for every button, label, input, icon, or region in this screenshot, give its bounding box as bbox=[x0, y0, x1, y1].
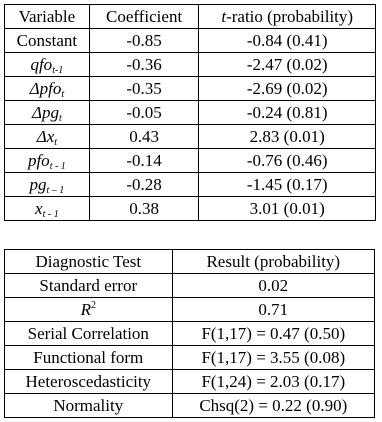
variable-cell bbox=[5, 77, 90, 101]
header-coefficient: Coefficient bbox=[89, 5, 199, 29]
variable-name: pfo bbox=[27, 150, 50, 170]
table-row bbox=[5, 53, 376, 77]
coefficients-table bbox=[4, 4, 376, 221]
t-ratio-cell: 3.01 (0.01) bbox=[199, 197, 376, 221]
variable-cell bbox=[5, 197, 90, 221]
table-row bbox=[5, 149, 376, 173]
diagnostic-result-cell: 0.71 bbox=[172, 298, 374, 322]
table-row bbox=[5, 173, 376, 197]
variable-subscript: t – 1 bbox=[46, 184, 65, 196]
header-result: Result (probability) bbox=[172, 250, 374, 274]
t-ratio-cell: -2.69 (0.02) bbox=[199, 77, 376, 101]
table-row bbox=[5, 394, 375, 418]
diagnostic-test-name: R bbox=[80, 299, 91, 319]
coefficient-cell: -0.85 bbox=[89, 29, 199, 53]
coefficient-cell: 0.38 bbox=[89, 197, 199, 221]
variable-name: Constant bbox=[16, 30, 78, 50]
diagnostic-result-cell: F(1,17) = 3.55 (0.08) bbox=[172, 346, 374, 370]
diagnostic-result-cell: F(1,24) = 2.03 (0.17) bbox=[172, 370, 374, 394]
header-t-ratio bbox=[199, 5, 376, 29]
coefficient-cell: -0.14 bbox=[89, 149, 199, 173]
t-ratio-cell: -0.76 (0.46) bbox=[199, 149, 376, 173]
variable-name: Δpfo bbox=[29, 78, 62, 98]
variable-cell bbox=[5, 173, 90, 197]
diagnostic-test-name: Normality bbox=[53, 395, 124, 415]
table-row bbox=[5, 101, 376, 125]
variable-subscript: t bbox=[61, 88, 65, 100]
table-row bbox=[5, 197, 376, 221]
variable-cell bbox=[5, 29, 90, 53]
table-row bbox=[5, 29, 376, 53]
variable-name: Δx bbox=[36, 126, 55, 146]
diagnostics-table bbox=[4, 249, 375, 418]
coefficient-cell: -0.36 bbox=[89, 53, 199, 77]
variable-subscript: t - 1 bbox=[42, 208, 59, 220]
diagnostic-test-name: Heteroscedasticity bbox=[25, 371, 152, 391]
t-ratio-cell: -0.24 (0.81) bbox=[199, 101, 376, 125]
variable-name: qfo bbox=[30, 54, 53, 74]
table-row bbox=[5, 274, 375, 298]
header-variable: Variable bbox=[5, 5, 90, 29]
header-t-ratio-t: t bbox=[221, 6, 227, 26]
coefficients-body bbox=[5, 29, 376, 221]
diagnostic-test-cell bbox=[5, 346, 173, 370]
variable-cell bbox=[5, 125, 90, 149]
variable-cell bbox=[5, 149, 90, 173]
table-header-row bbox=[5, 5, 376, 29]
table-row bbox=[5, 77, 376, 101]
table-row bbox=[5, 298, 375, 322]
coefficient-cell: -0.28 bbox=[89, 173, 199, 197]
variable-subscript: t-1 bbox=[52, 64, 64, 76]
variable-cell bbox=[5, 101, 90, 125]
variable-name: Δpg bbox=[32, 102, 59, 122]
table-header-row bbox=[5, 250, 375, 274]
coefficient-cell: 0.43 bbox=[89, 125, 199, 149]
diagnostic-test-cell bbox=[5, 322, 173, 346]
diagnostic-test-superscript: 2 bbox=[90, 299, 96, 311]
diagnostic-test-name: Functional form bbox=[33, 347, 144, 367]
table-row bbox=[5, 322, 375, 346]
t-ratio-cell: -0.84 (0.41) bbox=[199, 29, 376, 53]
t-ratio-cell: -2.47 (0.02) bbox=[199, 53, 376, 77]
diagnostics-body bbox=[5, 274, 375, 418]
diagnostic-test-name: Standard error bbox=[39, 275, 138, 295]
diagnostic-result-cell: Chsq(2) = 0.22 (0.90) bbox=[172, 394, 374, 418]
variable-name: pg bbox=[29, 174, 47, 194]
coefficient-cell: -0.35 bbox=[89, 77, 199, 101]
table-row bbox=[5, 370, 375, 394]
table-row bbox=[5, 125, 376, 149]
diagnostic-result-cell: F(1,17) = 0.47 (0.50) bbox=[172, 322, 374, 346]
variable-name: x bbox=[35, 198, 43, 218]
diagnostic-test-cell bbox=[5, 394, 173, 418]
diagnostic-test-cell bbox=[5, 274, 173, 298]
t-ratio-cell: -1.45 (0.17) bbox=[199, 173, 376, 197]
variable-cell bbox=[5, 53, 90, 77]
header-t-ratio-rest: -ratio (probability) bbox=[226, 6, 354, 26]
coefficient-cell: -0.05 bbox=[89, 101, 199, 125]
variable-subscript: t bbox=[54, 136, 58, 148]
diagnostic-result-cell: 0.02 bbox=[172, 274, 374, 298]
diagnostic-test-cell bbox=[5, 370, 173, 394]
variable-subscript: t bbox=[58, 112, 62, 124]
t-ratio-cell: 2.83 (0.01) bbox=[199, 125, 376, 149]
diagnostic-test-name: Serial Correlation bbox=[27, 323, 149, 343]
variable-subscript: t - 1 bbox=[49, 160, 66, 172]
table-row bbox=[5, 346, 375, 370]
header-diagnostic-test: Diagnostic Test bbox=[5, 250, 173, 274]
diagnostic-test-cell bbox=[5, 298, 173, 322]
